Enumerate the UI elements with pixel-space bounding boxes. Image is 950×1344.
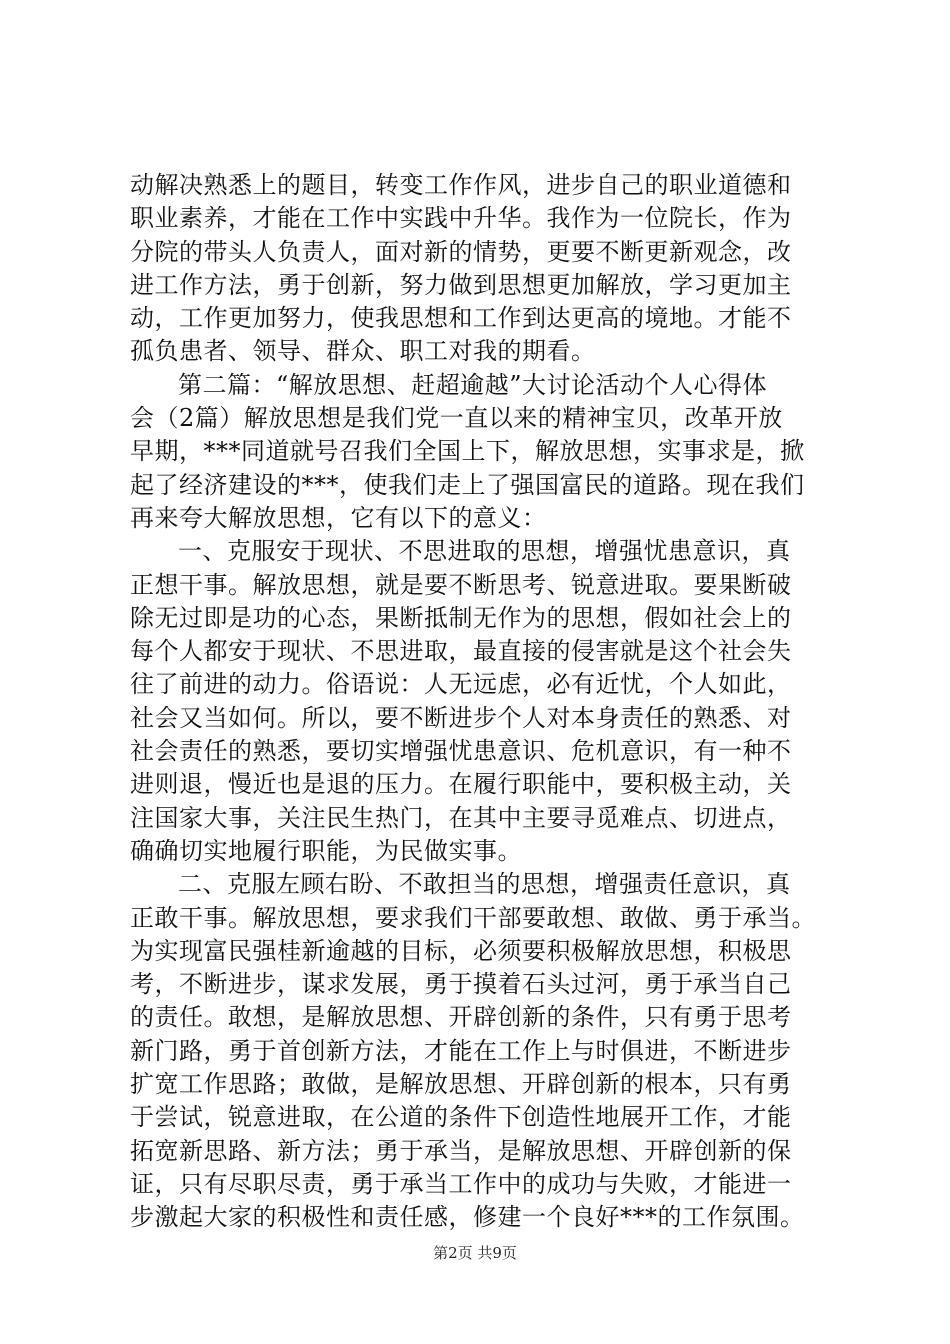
text-line: 进则退，慢近也是退的压力。在履行职能中，要积极主动，关 [130, 770, 792, 799]
text-line: 社会又当如何。所以，要不断进步个人对本身责任的熟悉、对 [130, 703, 792, 732]
paragraph-first-line: 第二篇：“解放思想、赶超逾越”大讨论活动个人心得体 [178, 370, 768, 399]
text-line: 进工作方法，勇于创新，努力做到思想更加解放，学习更加主 [130, 270, 792, 299]
text-line: 社会责任的熟悉，要切实增强忧患意识、危机意识，有一种不 [130, 737, 792, 766]
text-line: 动，工作更加努力，使我思想和工作到达更高的境地。才能不 [130, 304, 792, 333]
text-line: 起了经济建设的***，使我们走上了强国富民的道路。现在我们 [130, 470, 805, 499]
paragraph-first-line: 一、克服安于现状、不思进取的思想，增强忧患意识，真 [178, 537, 791, 566]
text-line: 拓宽新思路、新方法；勇于承当，是解放思想、开辟创新的保 [130, 1136, 792, 1165]
text-line: 分院的带头人负责人，面对新的情势，更要不断更新观念，改 [130, 237, 792, 266]
text-line: 步激起大家的积极性和责任感，修建一个良好***的工作氛围。 [130, 1203, 805, 1232]
text-line: 除无过即是功的心态，果断抵制无作为的思想，假如社会上的 [130, 603, 792, 632]
text-line: 职业素养，才能在工作中实践中升华。我作为一位院长，作为 [130, 204, 792, 233]
text-line: 动解决熟悉上的题目，转变工作作风，进步自己的职业道德和 [130, 171, 792, 199]
text-line: 正敢干事。解放思想，要求我们干部要敢想、敢做、勇于承当。 [130, 903, 816, 932]
text-line: 早期，***同道就号召我们全国上下，解放思想，实事求是，掀 [130, 437, 805, 466]
text-line: 往了前进的动力。俗语说：人无远虑，必有近忧，个人如此， [130, 670, 792, 699]
page-footer: 第2页 共9页 [433, 1244, 517, 1262]
paragraph-first-line: 二、克服左顾右盼、不敢担当的思想，增强责任意识，真 [178, 870, 791, 899]
text-line: 为实现富民强桂新逾越的目标，必须要积极解放思想，积极思 [130, 936, 792, 965]
text-line: 孤负患者、领导、群众、职工对我的期看。 [130, 337, 596, 366]
text-line: 考，不断进步，谋求发展，勇于摸着石头过河，勇于承当自己 [130, 970, 792, 999]
text-line: 正想干事。解放思想，就是要不断思考、锐意进取。要果断破 [130, 570, 792, 599]
text-line: 新门路，勇于首创新方法，才能在工作上与时俱进，不断进步 [130, 1036, 792, 1065]
text-line: 注国家大事，关注民生热门，在其中主要寻觅难点、切进点， [130, 803, 792, 832]
document-body [130, 169, 822, 1235]
text-line: 于尝试，锐意进取，在公道的条件下创造性地展开工作，才能 [130, 1103, 792, 1132]
text-line: 扩宽工作思路；敢做，是解放思想、开辟创新的根本，只有勇 [130, 1070, 792, 1099]
text-line: 再来夸大解放思想，它有以下的意义： [130, 503, 547, 532]
text-line: 会（2篇）解放思想是我们党一直以来的精神宝贝，改革开放 [130, 404, 783, 433]
text-line: 确确切实地履行职能，为民做实事。 [130, 836, 522, 865]
text-line: 证，只有尽职尽责，勇于承当工作中的成功与失败，才能进一 [130, 1169, 792, 1198]
text-line: 的责任。敢想，是解放思想、开辟创新的条件，只有勇于思考 [130, 1003, 792, 1032]
text-line: 每个人都安于现状、不思进取，最直接的侵害就是这个社会失 [130, 637, 792, 666]
